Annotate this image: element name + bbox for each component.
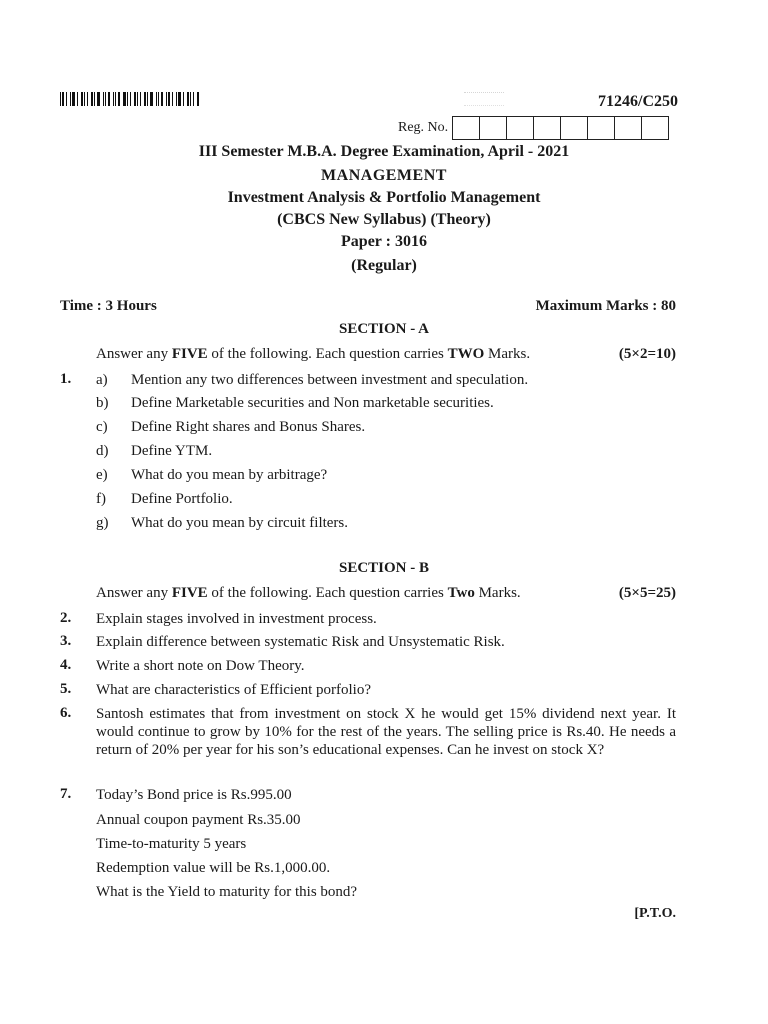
item-text: Define Right shares and Bonus Shares. [131,419,366,435]
reg-box[interactable] [534,117,561,139]
maximum-marks: Maximum Marks : 80 [535,298,676,314]
question-number: 5. [60,681,72,697]
reg-number-row [398,116,669,140]
instr-text: Answer any [96,346,169,362]
item-label: b) [96,395,109,411]
q7-line: Annual coupon payment Rs.35.00 [96,812,301,828]
section-a-marks: (5×2=10) [618,346,676,362]
question-number: 2. [60,610,72,626]
reg-box[interactable] [453,117,480,139]
q7-line: Redemption value will be Rs.1,000.00. [96,860,331,876]
question-number: 6. [60,705,72,721]
instr-bold: FIVE [171,346,208,362]
question-number: 7. [60,786,72,802]
course-title: Investment Analysis & Portfolio Management [227,189,541,206]
item-label: f) [96,491,106,507]
paper-number: Paper : 3016 [341,233,427,250]
reg-box[interactable] [561,117,588,139]
reg-box[interactable] [642,117,668,139]
item-text: Define YTM. [131,443,213,459]
instr-text: Marks. [478,585,521,601]
question-text: Santosh estimates that from investment on stock X he would get 15% dividend next year. It would continue to grow by 10% for the rest of the years. The selling price is Rs.40. He needs a return of 20% per year for his son’s educational expenses. Can he invest on stock X? [96,706,676,758]
reg-box[interactable] [615,117,642,139]
stamp-mark [464,92,504,106]
item-label: g) [96,515,109,531]
exam-title: III Semester M.B.A. Degree Examination, April - 2021 [198,143,570,160]
page-turn-over: [P.T.O. [634,906,676,921]
instr-text: of the following. Each question carries [211,585,444,601]
section-b-title: SECTION - B [338,560,430,576]
item-text: What do you mean by circuit filters. [131,515,349,531]
instr-text: of the following. Each question carries [211,346,444,362]
question-number: 1. [60,371,72,387]
instr-bold: TWO [447,346,485,362]
item-text: Define Marketable securities and Non marketable securities. [131,395,494,411]
reg-box[interactable] [588,117,615,139]
item-label: c) [96,419,108,435]
question-text: Explain difference between systematic Risk and Unsystematic Risk. [96,634,505,650]
paper-code: 71246/C250 [598,93,678,110]
section-a-instructions [96,346,530,363]
instr-text: Marks. [488,346,531,362]
section-b-marks: (5×5=25) [618,585,676,601]
q7-line: Time-to-maturity 5 years [96,836,247,852]
item-text: Define Portfolio. [131,491,233,507]
reg-label: Reg. No. [398,120,449,135]
reg-number-boxes[interactable] [452,116,669,140]
subject-title: MANAGEMENT [321,167,447,184]
reg-box[interactable] [507,117,534,139]
barcode-image [60,92,220,106]
reg-box[interactable] [480,117,507,139]
item-label: d) [96,443,109,459]
item-text: Mention any two differences between investment and speculation. [131,372,529,388]
question-number: 4. [60,657,72,673]
question-text: Write a short note on Dow Theory. [96,658,305,674]
time-allowed: Time : 3 Hours [60,298,157,314]
item-label: e) [96,467,108,483]
q7-line: Today’s Bond price is Rs.995.00 [96,787,292,803]
item-label: a) [96,372,108,388]
q7-line: What is the Yield to maturity for this bond? [96,884,358,900]
section-b-instructions [96,585,521,602]
exam-type: (Regular) [351,257,417,274]
syllabus-line: (CBCS New Syllabus) (Theory) [277,211,491,228]
question-text: What are characteristics of Efficient porfolio? [96,682,372,698]
item-text: What do you mean by arbitrage? [131,467,328,483]
instr-text: Answer any [96,585,169,601]
question-number: 3. [60,633,72,649]
instr-bold: FIVE [171,585,208,601]
question-text: Explain stages involved in investment process. [96,611,377,627]
section-a-title: SECTION - A [338,321,430,337]
instr-bold: Two [447,585,475,601]
